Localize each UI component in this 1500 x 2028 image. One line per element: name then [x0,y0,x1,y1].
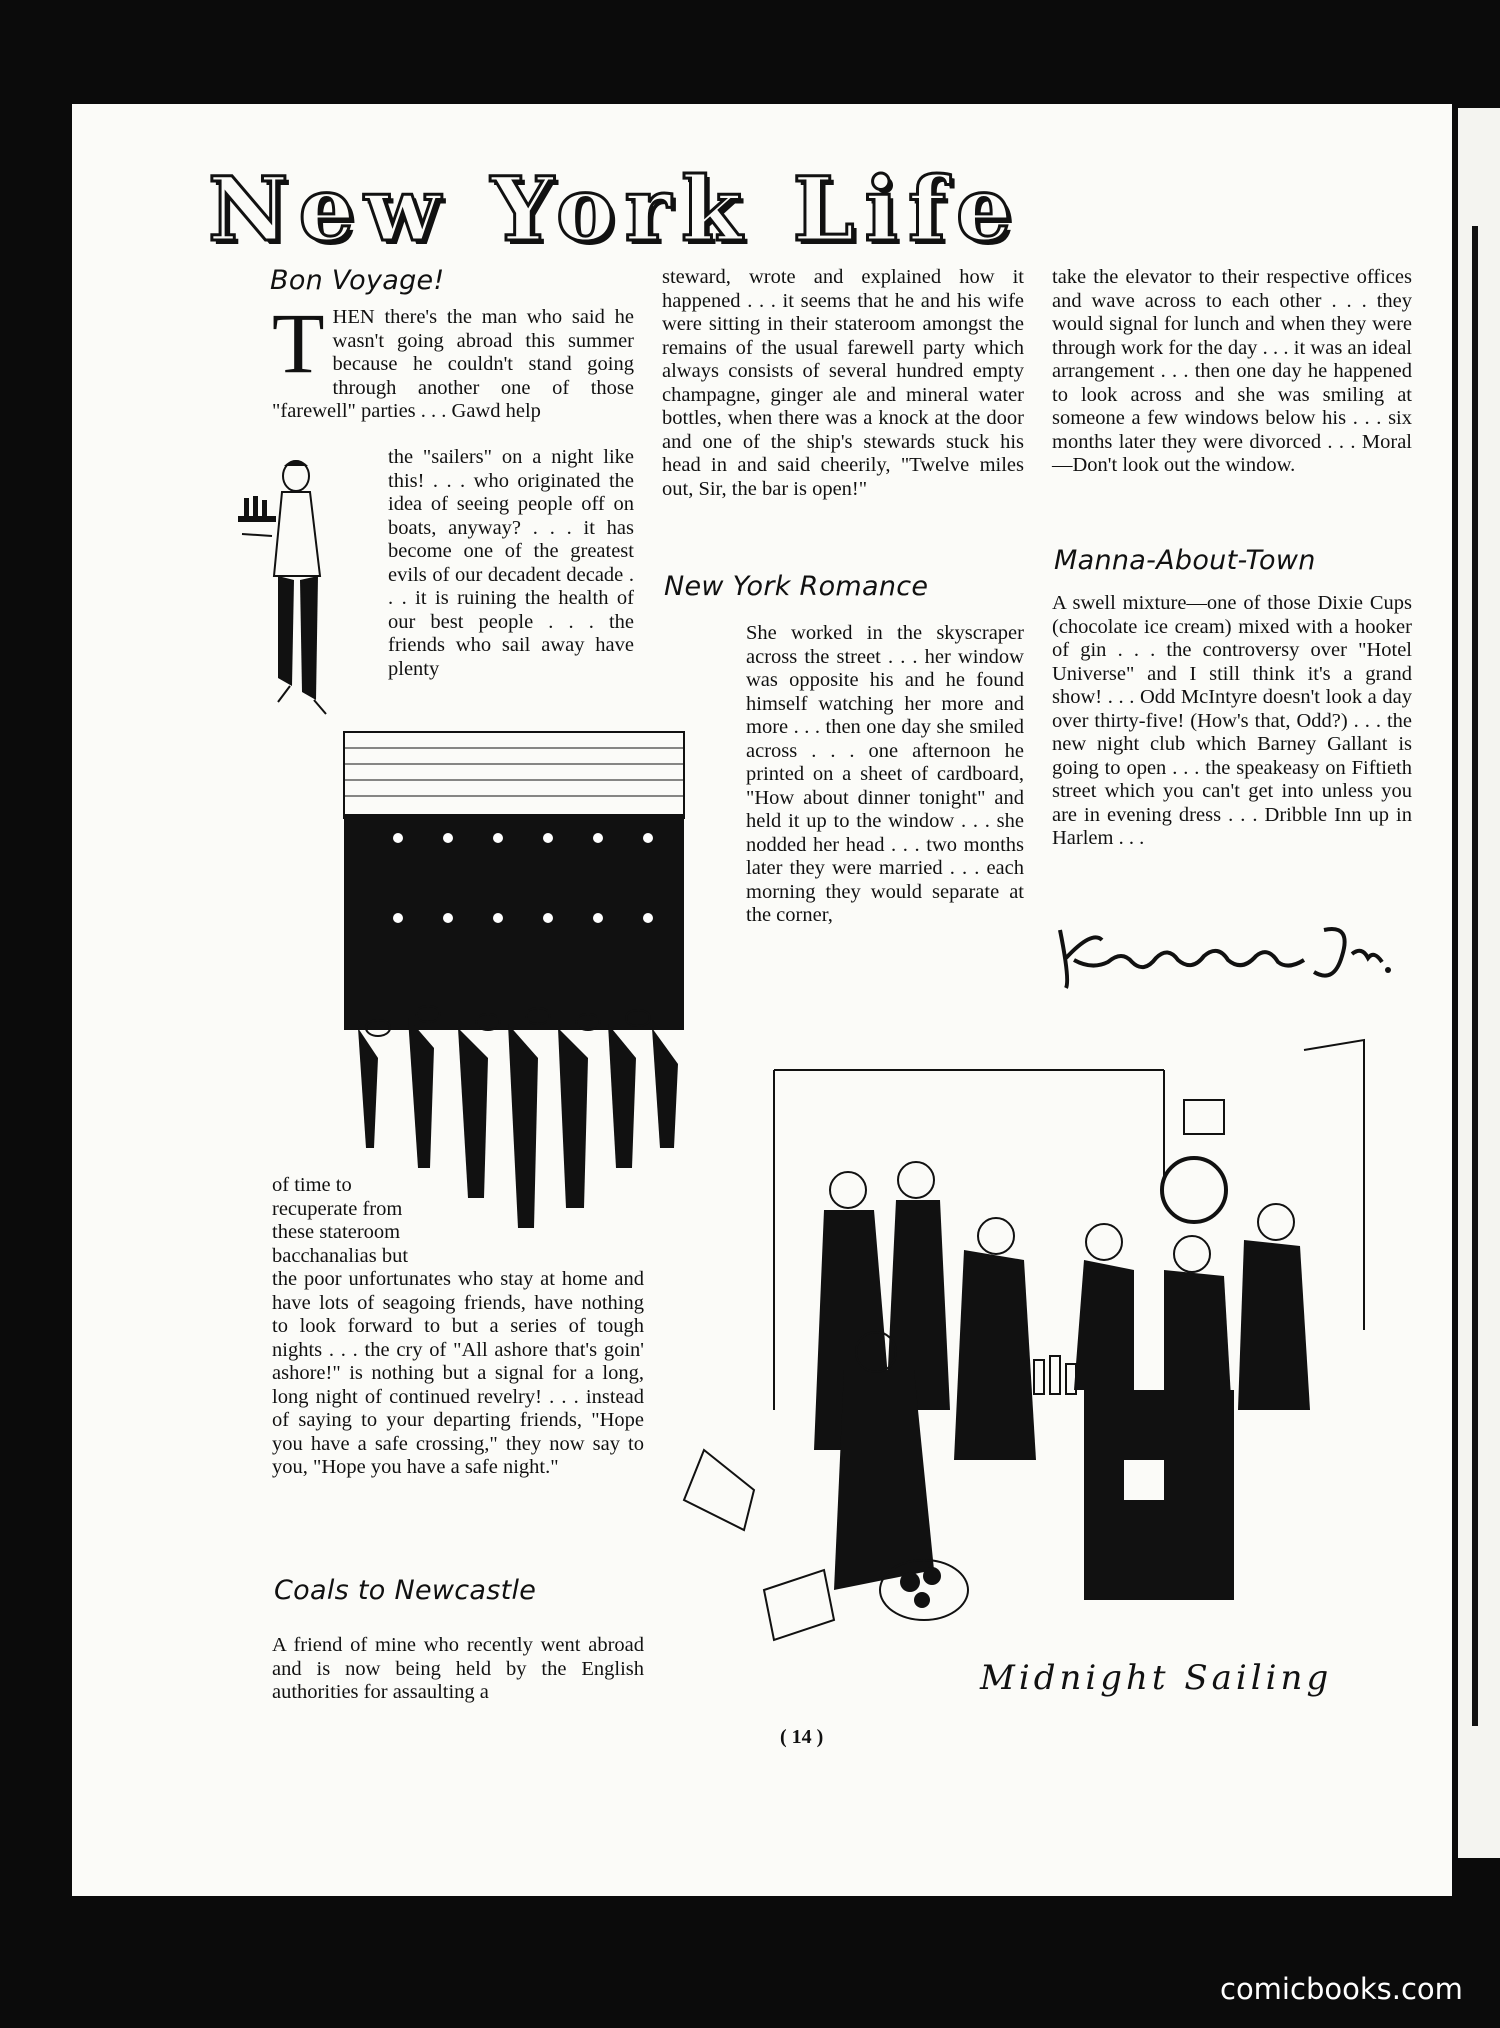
masthead [208,157,1428,261]
bon-voyage-beside-waiter: the "sailers" on a night like this! . . . who originated the idea of seeing people off on boats, anyway? . . . it has become one of the greatest evils of our decadent decade . . . it is ruining the health of our best people . . . the friends who sail away have plenty [388,446,634,680]
bon-voyage-lead [272,295,634,424]
source-watermark: comicbooks.com [1220,1972,1463,2006]
heading-new-york-romance: New York Romance [664,571,929,602]
dropcap: T [272,295,325,391]
bon-voyage-lead-text: HEN there's the man who said he wasn't going abroad this summer because he couldn't stand going through another one of those "farewell" parties . . . Gawd help [272,306,634,422]
stateroom-party-illustration [664,1030,1404,1670]
steward-body: steward, wrote and explained how it happened . . . it seems that he and his wife were sitting in their stateroom amongst the remains of the usual farewell party which always consists of several hundred empty champagne, ginger ale and mineral water bottles, when there was a knock at the door and one of the ship's stewards stuck his head in and said cheerily, "Twelve miles out, Sir, the bar is open!" [662,266,1024,500]
romance-body: She worked in the skyscraper across the street . . . her window was opposite his and he found himself watching her more and more . . . then one day she smiled across . . . one afternoon he printed on a sheet of cardboard, "How about dinner tonight" and held it up to the window . . . she nodded her head . . . two months later they were married . . . each morning they would separate at the corner, [746,622,1024,926]
coals-body: A friend of mine who recently went abroad and is now being held by the English authorities for assaulting a [272,1634,644,1703]
knickerbocker-signature [1052,910,1392,994]
page-number: ( 14 ) [780,1726,824,1748]
heading-coals-to-newcastle: Coals to Newcastle [274,1575,537,1606]
manna-body: A swell mixture—one of those Dixie Cups (chocolate ice cream) mixed with a hooker of gin . . . the controversy over "Hotel Universe" and I still think it's a grand show! . . . Odd McIntyre doesn't look a day over thirty-five! (How's that, Odd?) . . . the new night club which Barney Gallant is going to open . . . the speakeasy on Fiftieth street which you can't get into unless you are in evening dress . . . Dribble Inn up in Harlem . . . [1052,592,1412,849]
waiter-illustration [238,456,348,718]
masthead-title: New York Life [208,157,1022,261]
heading-bon-voyage: Bon Voyage! [270,265,445,296]
illustration-caption: Midnight Sailing [980,1658,1333,1698]
bon-voyage-continued: of time to recuperate from these stateroom bacchanalias but [272,1174,409,1267]
romance-continued: take the elevator to their respective offices and wave across to each other . . . they would signal for lunch and when they were through work for the day . . . it was an ideal arrangement . . . then one day he happened to look across and she was smiling at someone a few windows below his . . . six months later they were divorced . . . Moral—Don't look out the window. [1052,266,1412,476]
bon-voyage-continued-wide: the poor unfortunates who stay at home and have lots of seagoing friends, have nothing to look forward to but a series of tough nights . . . the cry of "All ashore that's goin' ashore!" is nothing but a signal for a long, long night of continued revelry! . . . instead of saying to your departing friends, "Hope you have a safe crossing," they now say to you, "Hope you have a safe night." [272,1268,644,1478]
adjacent-page-edge [1458,108,1500,1858]
heading-manna-about-town: Manna-About-Town [1054,545,1316,576]
